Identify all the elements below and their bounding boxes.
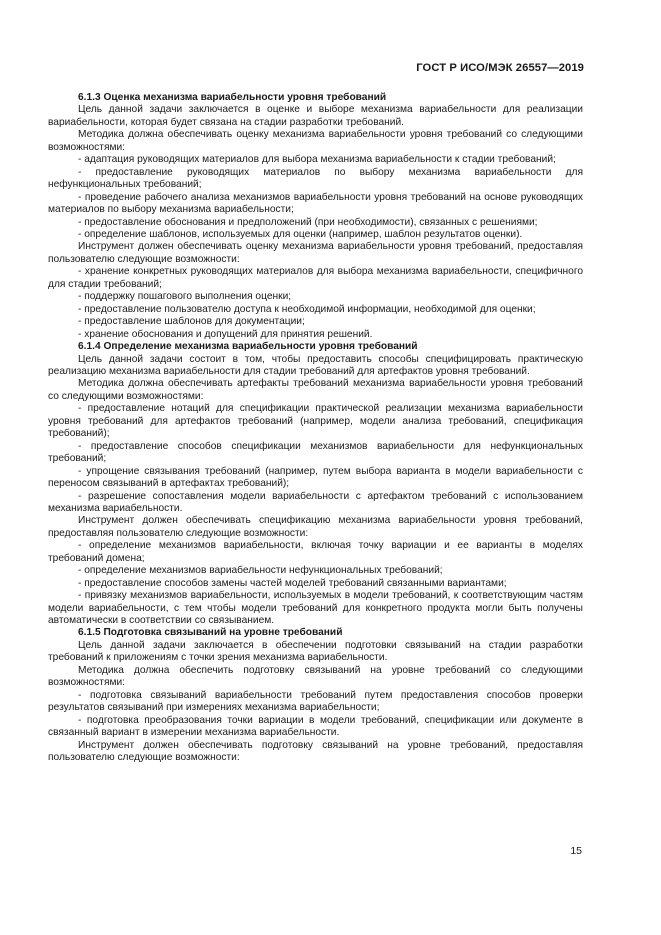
paragraph: - подготовка преобразования точки вариации в модели требований, спецификации или документе в связанный вариант в измерении механизма вариабельности.	[48, 714, 583, 739]
paragraph: - хранение обоснования и допущений для принятия решений.	[78, 328, 373, 340]
paragraph: Цель данной задачи заключается в оценке и выборе механизма вариабельности для реализации вариабельности, которая будет связана на стадии разработки требований.	[48, 104, 583, 128]
section-heading: 6.1.4 Определение механизма вариабельности уровня требований	[78, 341, 418, 353]
paragraph: Цель данной задачи состоит в том, чтобы предоставить способы специфицировать практическую реализацию механизма вариабельности для стадии требований для артефактов уровня требований.	[48, 353, 583, 377]
paragraph: - адаптация руководящих материалов для выбора механизма вариабельности к стадии требований;	[78, 154, 556, 166]
paragraph: Инструмент должен обеспечивать спецификацию механизма вариабельности уровня требований, предоставляя пользователю следующие возможности:	[48, 515, 583, 539]
section-heading: 6.1.5 Подготовка связываний на уровне требований	[78, 627, 343, 639]
paragraph: - упрощение связывания требований (например, путем выбора варианта в модели вариабельности с переносом связываний в артефактах требований);	[48, 465, 583, 490]
paragraph: - подготовка связываний вариабельности требований путем предоставления способов проверки результатов связываний при измерениях механизма вариабельности;	[48, 689, 583, 714]
paragraph: - проведение рабочего анализа механизмов вариабельности уровня требований на основе руководящих материалов по выбору механизма вариабельности;	[48, 191, 583, 216]
paragraph: Цель данной задачи заключается в обеспечении подготовки связываний на стадии разработки требований к приложениям с точки зрения механизма вариабельности.	[48, 639, 583, 664]
paragraph: - хранение конкретных руководящих материалов для выбора механизма вариабельности, специфичного для стадии требований;	[48, 266, 583, 290]
standard-code-header: ГОСТ Р ИСО/МЭК 26557—2019	[416, 62, 584, 74]
document-body	[48, 92, 583, 764]
paragraph: Методика должна обеспечить подготовку связываний на уровне требований со следующими возможностями:	[48, 664, 583, 689]
paragraph: - предоставление шаблонов для документации;	[78, 316, 305, 328]
paragraph: - предоставление обоснования и предположений (при необходимости), связанных с решениями;	[78, 216, 538, 228]
paragraph: - предоставление способов замены частей моделей требований связанными вариантами;	[78, 577, 507, 589]
page-number: 15	[570, 845, 582, 857]
paragraph: - определение механизмов вариабельности нефункциональных требований;	[78, 565, 443, 577]
paragraph: - поддержку пошагового выполнения оценки;	[78, 291, 292, 303]
paragraph: Инструмент должен обеспечивать оценку механизма вариабельности уровня требований, предоставляя пользователю следующие возможности:	[48, 241, 583, 265]
paragraph: - предоставление нотаций для спецификации практической реализации механизма вариабельности уровня требований для артефактов требований (например, модели анализа требований, спецификация требований);	[48, 403, 583, 440]
section-heading: 6.1.3 Оценка механизма вариабельности уровня требований	[78, 92, 387, 103]
paragraph: Методика должна обеспечивать оценку механизма вариабельности уровня требований со следующими возможностями:	[48, 129, 583, 153]
paragraph: - предоставление руководящих материалов по выбору механизма вариабельности для нефункциональных требований;	[48, 166, 583, 191]
paragraph: Методика должна обеспечивать артефакты требований механизма вариабельности уровня требований со следующими возможностями:	[48, 378, 583, 402]
paragraph: - привязку механизмов вариабельности, используемых в модели требований, к соответствующим частям модели вариабельности, с тем чтобы модели требований для конкретного продукта могли быть получены автоматически в соответствии со связыванием.	[48, 590, 583, 627]
paragraph: - предоставление способов спецификации механизмов вариабельности для нефункциональных требований;	[48, 440, 583, 465]
paragraph: - определение шаблонов, используемых для оценки (например, шаблон результатов оценки).	[78, 228, 523, 240]
paragraph: Инструмент должен обеспечивать подготовку связываний на уровне требований, предоставляя пользователю следующие возможности:	[48, 739, 583, 764]
paragraph: - определение механизмов вариабельности, включая точку вариации и ее варианты в моделях требований домена;	[48, 540, 583, 564]
paragraph: - разрешение сопоставления модели вариабельности с артефактом требований с использованием механизма вариабельности.	[48, 490, 583, 514]
paragraph: - предоставление пользователю доступа к необходимой информации, необходимой для оценки;	[78, 303, 536, 315]
